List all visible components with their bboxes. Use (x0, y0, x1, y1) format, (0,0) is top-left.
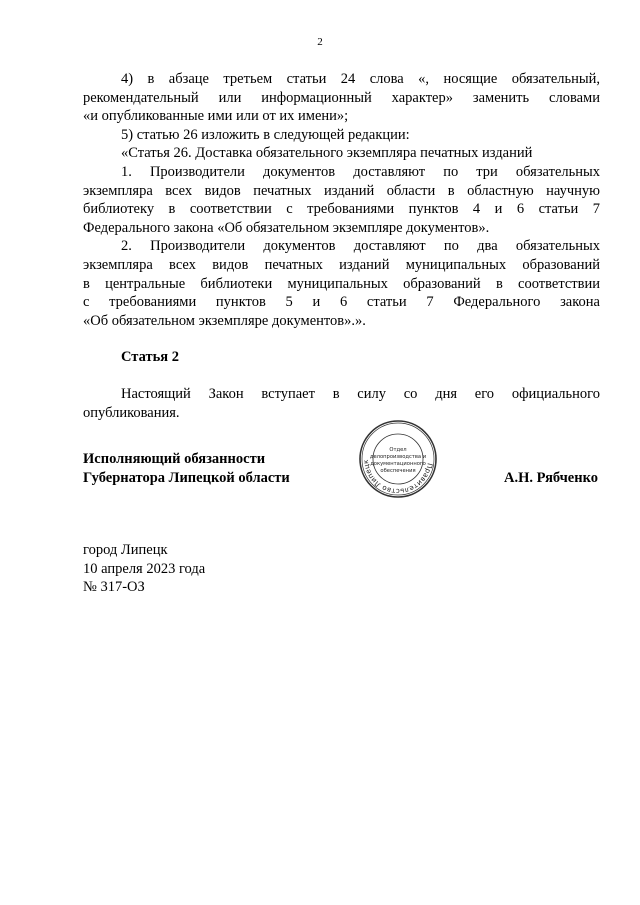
stamp-inner-text: Отдел (389, 447, 407, 453)
stamp-inner-text: документационного (370, 461, 426, 467)
paragraph-line: Федерального закона «Об обязательном экземпляре документов». (83, 219, 490, 236)
signatory-title: Губернатора Липецкой области (83, 469, 290, 486)
paragraph-line: Настоящий Закон вступает в силу со дня его официального (121, 385, 600, 402)
document-body (83, 70, 600, 422)
document-date: 10 апреля 2023 года (83, 560, 206, 577)
signatory-name: А.Н. Рябченко (503, 469, 598, 486)
paragraph-line: с требованиями пунктов 5 и 6 статьи 7 Федерального закона (83, 294, 600, 311)
paragraph-line: библиотеку в соответствии с требованиями пунктов 4 и 6 статьи 7 (83, 201, 600, 218)
paragraph-line: экземпляра всех видов печатных изданий области в областную научную (83, 182, 600, 199)
document-number: № 317-ОЗ (83, 579, 145, 596)
stamp-seal-icon (341, 419, 455, 499)
official-stamp (341, 419, 455, 499)
article-heading: Статья 2 (121, 349, 179, 366)
paragraph-line: опубликования. (83, 404, 180, 421)
paragraph-line: экземпляра всех видов печатных изданий муниципальных образований (83, 256, 600, 273)
signatory-title: Исполняющий обязанности (83, 451, 266, 467)
document-footer (83, 541, 205, 597)
stamp-inner-text: обеспечения (380, 468, 416, 474)
paragraph-line: 5) статью 26 изложить в следующей редакции: (121, 126, 410, 143)
city: город Липецк (83, 542, 168, 558)
paragraph-line: «Об обязательном экземпляре документов».». (83, 312, 366, 329)
paragraph-line: в центральные библиотеки муниципальных образований в соответствии (83, 275, 600, 292)
paragraph-line: 2. Производители документов доставляют по два обязательных (121, 238, 600, 255)
paragraph-line: «Статья 26. Доставка обязательного экземпляра печатных изданий (121, 145, 533, 162)
paragraph-line: 4) в абзаце третьем статьи 24 слова «, носящие обязательный, (121, 71, 600, 87)
stamp-ring-text: Правительство Липецк (361, 459, 434, 496)
paragraph-line: рекомендательный или информационный характер» заменить словами (83, 89, 600, 106)
stamp-inner-text: делопроизводства и (369, 454, 427, 460)
paragraph-line: «и опубликованные ими или от их имени»; (83, 108, 349, 125)
paragraph-line: 1. Производители документов доставляют по три обязательных (121, 163, 600, 180)
page-number: 2 (317, 36, 323, 48)
